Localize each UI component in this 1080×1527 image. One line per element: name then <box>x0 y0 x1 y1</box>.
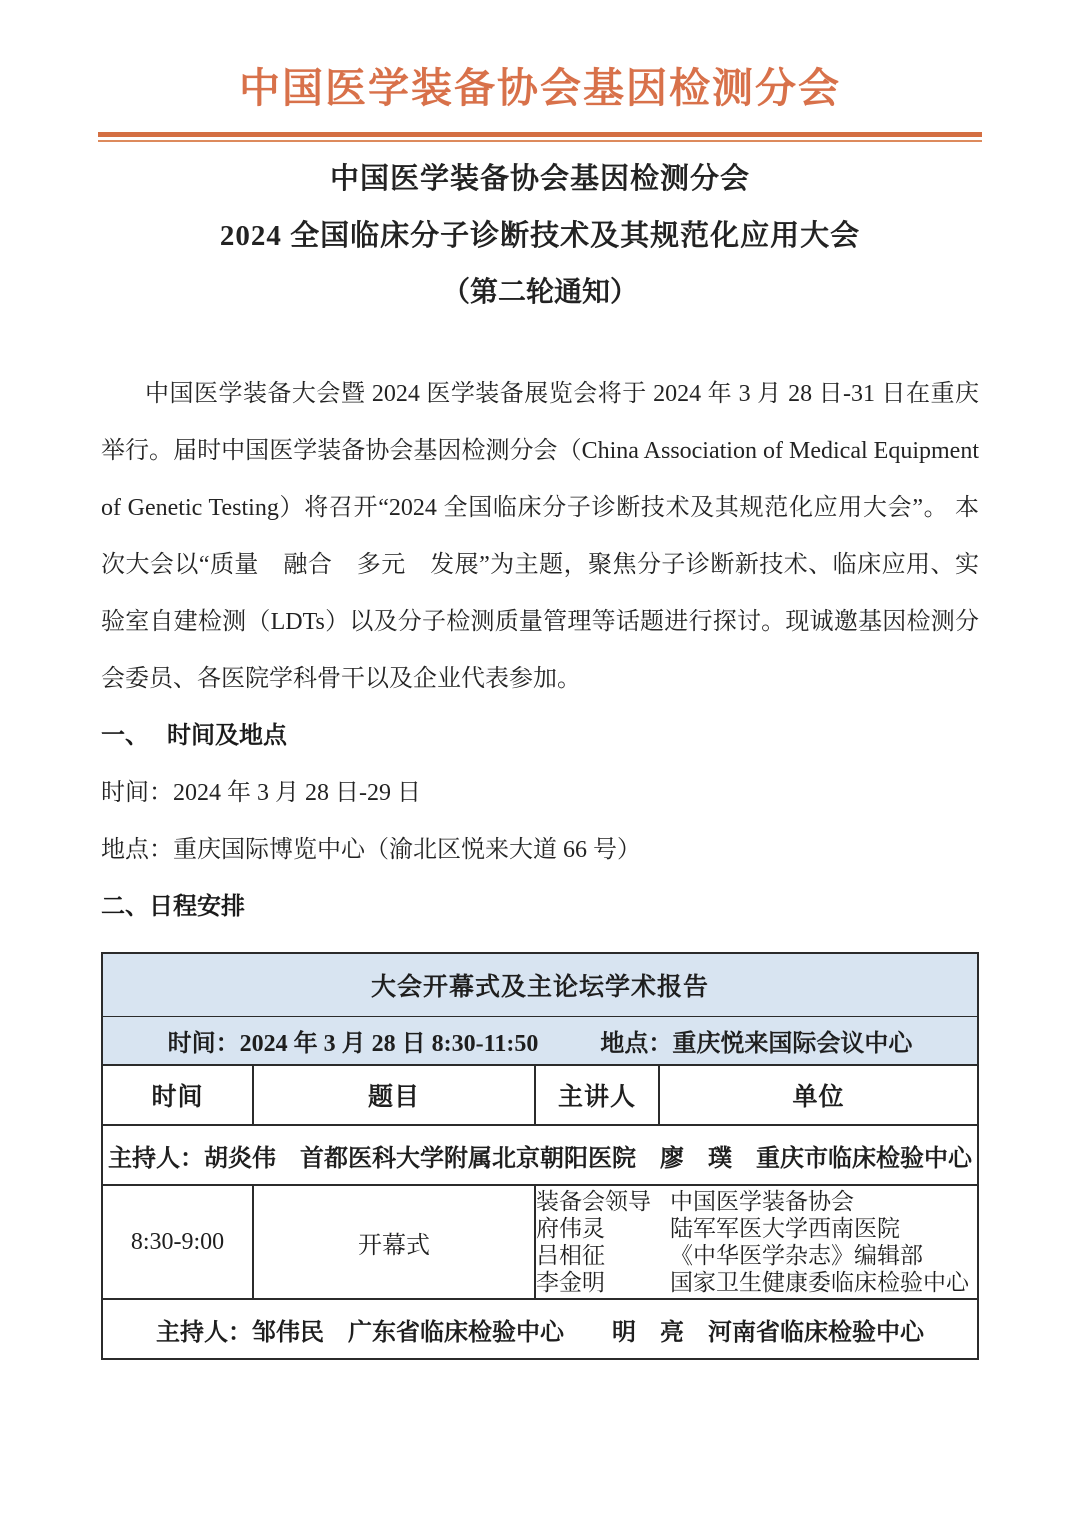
opening-ceremony-row <box>102 1185 978 1299</box>
section-2-heading: 二、日程安排 <box>101 894 245 920</box>
doc-title-line-1: 中国医学装备协会基因检测分会 <box>329 163 750 195</box>
speaker-organization: 国家卫生健康委临床检验中心 <box>670 1270 969 1295</box>
document-body <box>101 366 979 1360</box>
column-header-row <box>102 1065 978 1125</box>
table-subtitle-time: 时间：2024 年 3 月 28 日 8:30-11:50 <box>167 1031 539 1057</box>
speaker-name: 李金明 <box>536 1270 605 1295</box>
host-row-2 <box>102 1299 978 1359</box>
speaker-organization: 陆军军医大学西南医院 <box>670 1216 900 1241</box>
column-header-speaker: 主讲人 <box>535 1065 659 1125</box>
table-title-row <box>102 953 978 1017</box>
column-header-time: 时间 <box>102 1065 253 1125</box>
speaker-row <box>536 1242 977 1269</box>
column-header-organization: 单位 <box>659 1065 978 1125</box>
speaker-organization: 《中华医学杂志》编辑部 <box>670 1243 923 1268</box>
section-1-time-line: 时间：2024 年 3 月 28 日-29 日 <box>101 780 421 806</box>
table-subtitle <box>103 1023 977 1058</box>
table-title: 大会开幕式及主论坛学术报告 <box>102 953 978 1017</box>
opening-speakers-cell <box>535 1185 978 1299</box>
speaker-organization: 中国医学装备协会 <box>670 1189 854 1214</box>
host-row-1 <box>102 1125 978 1185</box>
speaker-row <box>536 1215 977 1242</box>
speaker-row <box>536 1188 977 1215</box>
host-row-1-text: 主持人：胡炎伟 首都医科大学附属北京朝阳医院 廖 璞 重庆市临床检验中心 <box>102 1125 978 1185</box>
section-1-place-line: 地点：重庆国际博览中心（渝北区悦来大道 66 号） <box>101 837 641 863</box>
schedule-table <box>101 952 979 1360</box>
opening-time-cell: 8:30-9:00 <box>102 1185 253 1299</box>
speaker-name: 装备会领导 <box>536 1189 651 1214</box>
section-1-heading: 一、 时间及地点 <box>101 723 287 749</box>
host-row-2-text: 主持人：邹伟民 广东省临床检验中心 明 亮 河南省临床检验中心 <box>102 1299 978 1359</box>
intro-paragraph: 中国医学装备大会暨 2024 医学装备展览会将于 2024 年 3 月 28 日-31 日在重庆举行。届时中国医学装备协会基因检测分会（China Association of Medical Equipment of Genetic Testing）将召开“2024 全国临床分子诊断技术及其规范化应用大会”。 本次大会以“质量 融合 多元 发展”为主题，聚焦分子诊断新技术、临床应用、实验室自建检测（LDTs）以及分子检测质量管理等话题进行探讨。现诚邀基因检测分会委员、各医院学科骨干以及企业代表参加。 <box>101 381 979 692</box>
doc-title-line-3: （第二轮通知） <box>441 277 638 308</box>
speaker-name: 府伟灵 <box>536 1216 605 1241</box>
masthead-title: 中国医学装备协会基因检测分会 <box>239 65 841 111</box>
doc-title-line-2: 2024 全国临床分子诊断技术及其规范化应用大会 <box>219 220 861 252</box>
masthead-divider <box>98 132 982 142</box>
table-subtitle-place: 地点：重庆悦来国际会议中心 <box>600 1031 913 1057</box>
speaker-row <box>536 1269 977 1296</box>
column-header-topic: 题目 <box>253 1065 535 1125</box>
speaker-name: 吕相征 <box>536 1243 605 1268</box>
table-subtitle-row <box>102 1017 978 1066</box>
opening-title-cell: 开幕式 <box>253 1185 535 1299</box>
